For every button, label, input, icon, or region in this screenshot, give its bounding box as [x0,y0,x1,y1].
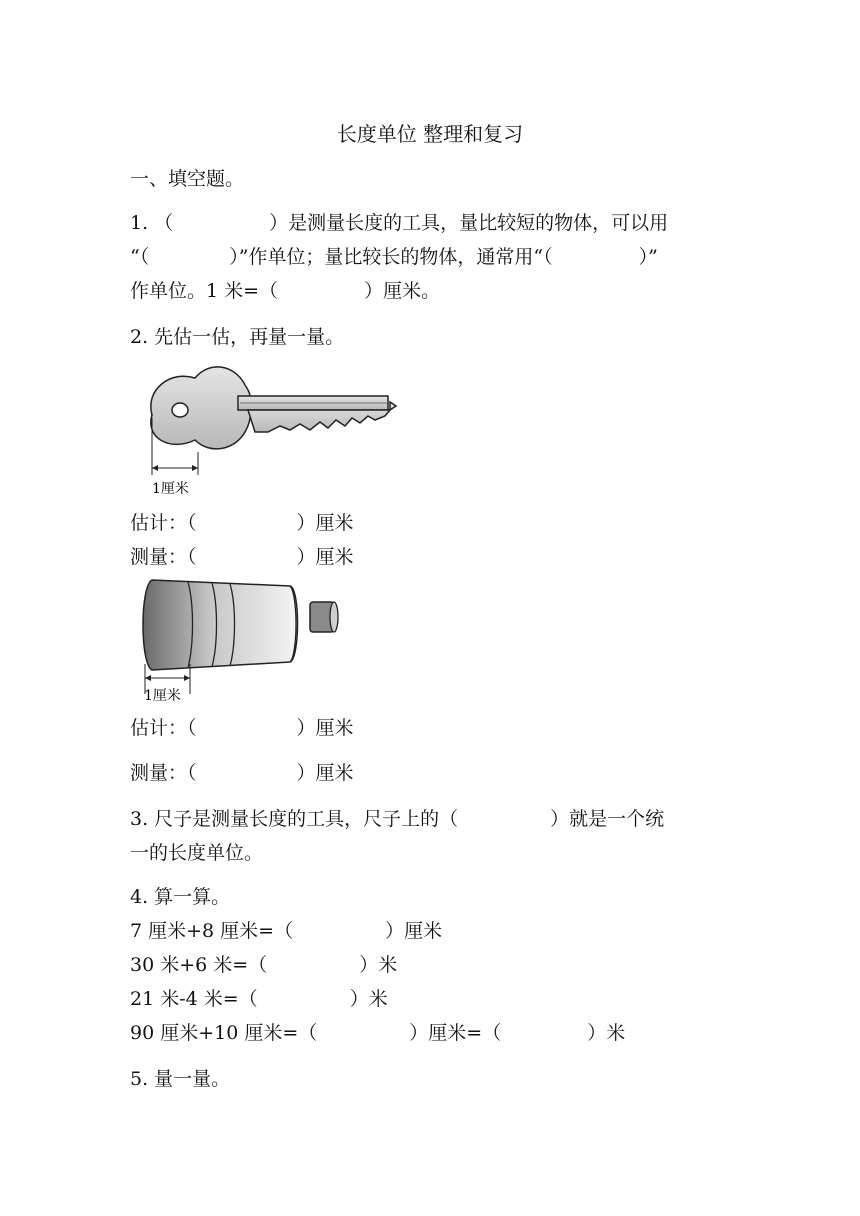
calc-row: 90 厘米+10 厘米=（ ）厘米=（ ）米 [130,1022,626,1044]
battery-scale-label: 1厘米 [144,688,181,704]
key-scale-label: 1厘米 [152,481,189,497]
battery-icon [143,580,298,670]
section-heading: 一、填空题。 [130,168,245,190]
key-illustration [140,360,410,500]
q1-line-1: 1. （ ）是测量长度的工具，量比较短的物体，可以用 [130,212,669,234]
page-title: 长度单位 整理和复习 [336,122,524,146]
q2-text: 2. 先估一估，再量一量。 [130,326,345,348]
battery-illustration [138,574,348,706]
key-icon [151,367,252,449]
q4-text: 4. 算一算。 [130,886,231,908]
battery-measure: 测量：（ ）厘米 [130,762,354,784]
q3-line-2: 一的长度单位。 [130,842,264,864]
q3-line-1: 3. 尺子是测量长度的工具，尺子上的（ ）就是一个统 [130,808,665,830]
q5-text: 5. 量一量。 [130,1068,231,1090]
calc-row: 30 米+6 米=（ ）米 [130,954,398,976]
key-measure: 测量：（ ）厘米 [130,546,354,568]
key-estimate: 估计：（ ）厘米 [130,512,354,534]
calc-row: 21 米-4 米=（ ）米 [130,988,388,1010]
battery-estimate: 估计：（ ）厘米 [130,717,354,739]
q1-line-2: “（ ）”作单位；量比较长的物体，通常用“（ ）” [130,246,658,268]
q1-line-3: 作单位。1 米=（ ）厘米。 [130,280,441,302]
calc-row: 7 厘米+8 厘米=（ ）厘米 [130,920,443,942]
